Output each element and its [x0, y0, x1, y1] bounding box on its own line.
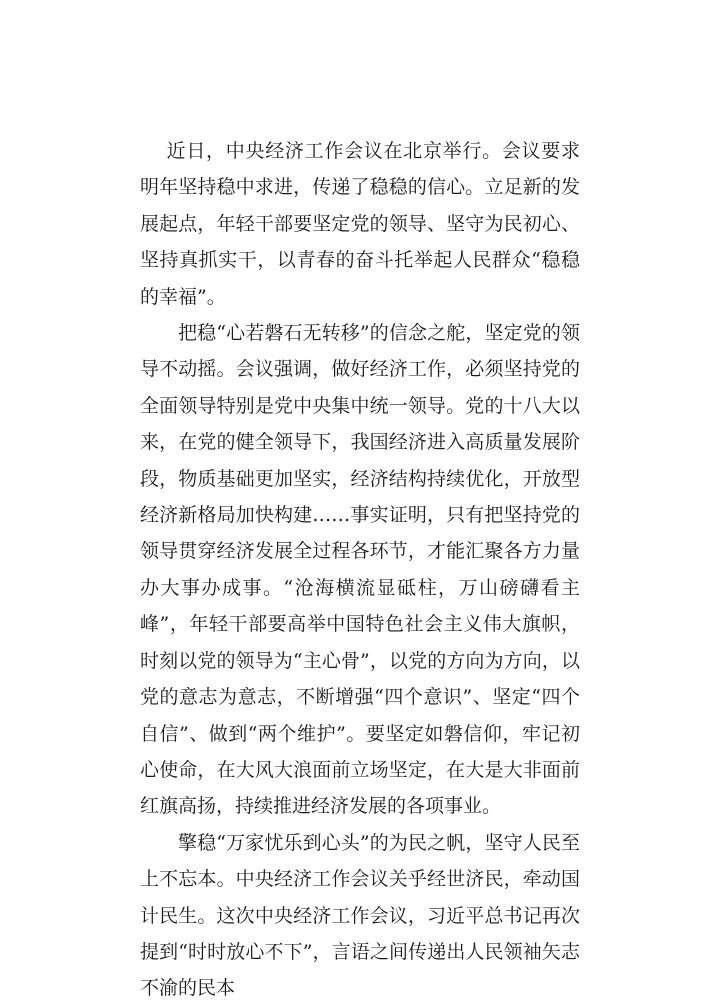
article-body	[140, 133, 580, 1007]
paragraph-3: 擎稳“万家忧乐到心头”的为民之帆，坚守人民至上不忘本。中央经济工作会议关乎经世济民，牵动国计民生。这次中央经济工作会议，习近平总书记再次提到“时时放心不下”，言语之间传递出人民领袖矢志不渝的民本	[140, 831, 580, 1000]
paragraph-2: 把稳“心若磐石无转移”的信念之舵，坚定党的领导不动摇。会议强调，做好经济工作，必须坚持党的全面领导特别是党中央集中统一领导。党的十八大以来，在党的健全领导下，我国经济进入高质量发展阶段，物质基础更加坚实，经济结构持续优化，开放型经济新格局加快构建……事实证明，只有把坚持党的领导贯穿经济发展全过程各环节，才能汇聚各方力量办大事办成事。“沧海横流显砥柱，万山磅礴看主峰”，年轻干部要高举中国特色社会主义伟大旗帜，时刻以党的领导为“主心骨”，以党的方向为方向，以党的意志为意志，不断增强“四个意识”、坚定“四个自信”、做到“两个维护”。要坚定如磐信仰，牢记初心使命，在大风大浪面前立场坚定，在大是大非面前红旗高扬，持续推进经济发展的各项事业。	[140, 322, 580, 818]
paragraph-1: 近日，中央经济工作会议在北京举行。会议要求明年坚持稳中求进，传递了稳稳的信心。立足新的发展起点，年轻干部要坚定党的领导、坚守为民初心、坚持真抓实干，以青春的奋斗托举起人民群众“稳稳的幸福”。	[140, 140, 580, 308]
